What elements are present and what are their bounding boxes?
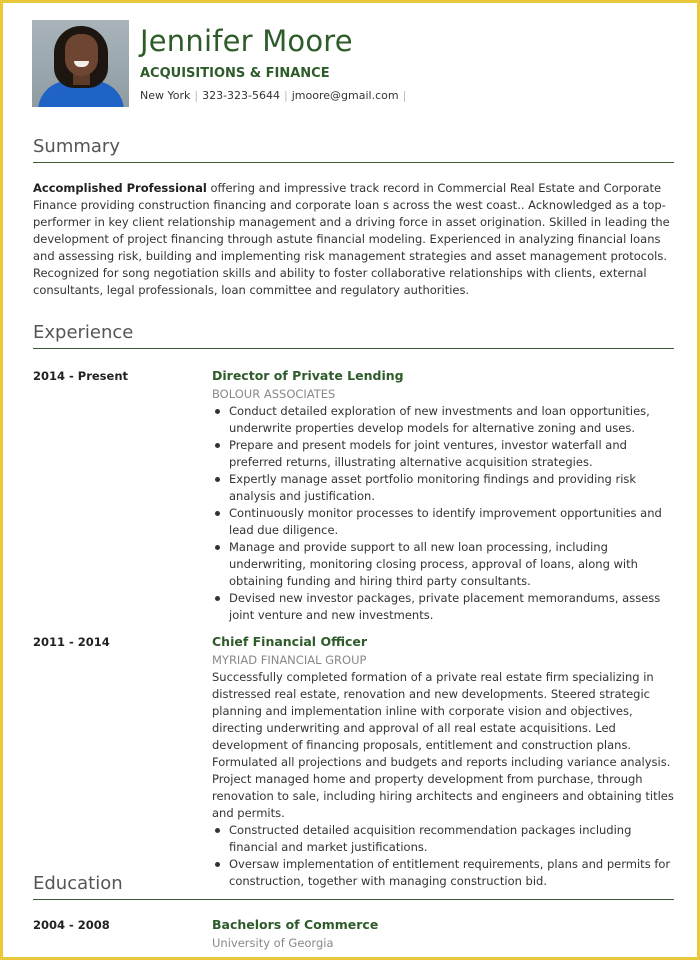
profile-photo [32, 20, 129, 107]
experience-heading: Experience [33, 322, 134, 343]
job-bullet: Manage and provide support to all new loan processing, including underwriting, monitoring closing process, approval of loans, along with obtaining funding and hiring third party consultants. [212, 539, 678, 590]
candidate-role: ACQUISITIONS & FINANCE [140, 66, 330, 81]
education-heading: Education [33, 873, 123, 894]
job-company: BOLOUR ASSOCIATES [212, 387, 336, 401]
summary-divider [33, 162, 674, 163]
job-bullet: Devised new investor packages, private placement memorandums, assess joint venture and new investments. [212, 590, 678, 624]
job-bullet: Oversaw implementation of entitlement requirements, plans and permits for construction, together with managing construction bid. [212, 856, 678, 890]
resume-page [3, 3, 697, 957]
job-title: Director of Private Lending [212, 368, 404, 383]
job-bullet: Conduct detailed exploration of new investments and loan opportunities, underwrite properties develop models for alternative zoning and uses. [212, 403, 678, 437]
contact-line [140, 89, 410, 102]
job-description: Successfully completed formation of a private real estate firm specializing in distressed real estate, renovation and new developments. Steered strategic planning and implementation inline with corporate vision and objectives, directing underwriting and approval of all real estate acquisitions. Led development of financing proposals, entitlement and construction plans. Formulated all projections and budgets and reports including variance analysis. Project managed home and property development from purchase, through renovation to sale, including hiring architects and engineers and obtaining titles and permits. [212, 670, 674, 820]
contact-separator: | [194, 89, 199, 102]
contact-separator: | [284, 89, 288, 102]
summary-heading: Summary [33, 136, 120, 157]
education-dates: 2004 - 2008 [33, 918, 110, 932]
education-school: University of Georgia [212, 936, 334, 950]
education-entry [212, 916, 678, 952]
summary-text [33, 180, 677, 299]
job-company: MYRIAD FINANCIAL GROUP [212, 653, 367, 667]
job-entry [212, 367, 678, 624]
contact-city: New York [140, 89, 191, 102]
job-dates: 2014 - Present [33, 369, 129, 383]
candidate-name: Jennifer Moore [140, 24, 353, 58]
summary-body: offering and impressive track record in Commercial Real Estate and Corporate Finance providing construction financing and corporate loan s across the west coast.. Acknowledged as a top-performer in key client relationship management and a driving force in asset origination. Skilled in leading the development of project financing through astute financial modeling. Experienced in analyzing financial loans and assessing risk, building and implementing risk management strategies and asset management protocols. Recognized for song negotiation skills and ability to foster collaborative relationships with clients, external consultants, legal professionals, loan committee and regulatory authorities. [33, 181, 670, 297]
education-degree: Bachelors of Commerce [212, 917, 379, 932]
job-bullet: Continuously monitor processes to identify improvement opportunities and lead due diligence. [212, 505, 678, 539]
education-divider [33, 899, 674, 900]
job-bullets [212, 822, 678, 890]
experience-divider [33, 348, 674, 349]
job-bullet: Constructed detailed acquisition recommendation packages including financial and market justifications. [212, 822, 678, 856]
job-dates: 2011 - 2014 [33, 635, 110, 649]
summary-lead: Accomplished Professional [33, 181, 207, 195]
job-bullets [212, 403, 678, 624]
job-bullet: Expertly manage asset portfolio monitoring findings and providing risk analysis and justification. [212, 471, 678, 505]
contact-phone: 323-323-5644 [202, 89, 281, 102]
contact-email[interactable]: jmoore@gmail.com [291, 89, 399, 102]
job-bullet: Prepare and present models for joint ventures, investor waterfall and preferred returns, illustrating alternative acquisition strategies. [212, 437, 678, 471]
job-title: Chief Financial Officer [212, 634, 368, 649]
job-entry [212, 633, 678, 890]
contact-separator: | [402, 89, 407, 102]
